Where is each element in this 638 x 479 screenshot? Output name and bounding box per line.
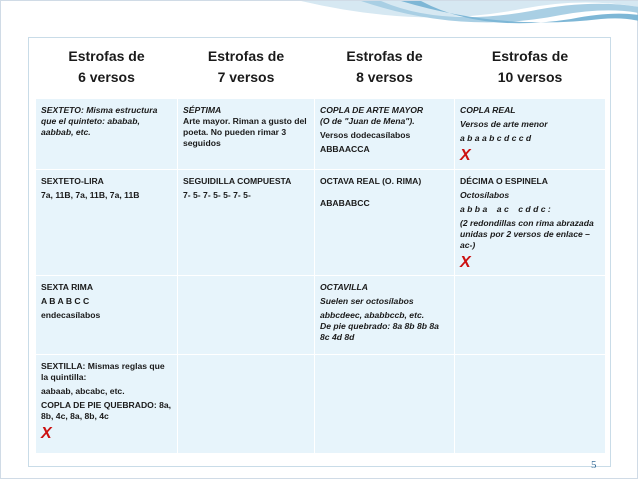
table-row — [36, 276, 606, 355]
page-number: 5 — [591, 459, 597, 471]
cell-empty — [315, 355, 455, 454]
cell-seguidilla: SEGUIDILLA COMPUESTA 7- 5- 7- 5- 5- 7- 5- — [178, 170, 315, 276]
x-mark: X — [460, 147, 471, 164]
header-8-versos: Estrofas de 8 versos — [315, 43, 455, 99]
table-row — [36, 99, 606, 170]
cell-decima: DÉCIMA O ESPINELA Octosílabos a b b a a c c d d c : (2 redondillas con rima abrazada unidas por 2 versos de enlace –ac-) X — [455, 170, 606, 276]
x-mark: X — [460, 254, 471, 271]
table-row — [36, 355, 606, 454]
cell-empty — [455, 355, 606, 454]
header-7-versos: Estrofas de 7 versos — [178, 43, 315, 99]
cell-empty — [455, 276, 606, 355]
decorative-wave — [1, 1, 638, 41]
header-10-versos: Estrofas de 10 versos — [455, 43, 606, 99]
cell-empty — [178, 355, 315, 454]
cell-copla-real: COPLA REAL Versos de arte menor a b a a b c d c c d X — [455, 99, 606, 170]
cell-sexta-rima: SEXTA RIMA A B A B C C endecasílabos — [36, 276, 178, 355]
table-row — [36, 170, 606, 276]
cell-copla-arte-mayor: COPLA DE ARTE MAYOR (O de "Juan de Mena"). Versos dodecasílabos ABBAACCA — [315, 99, 455, 170]
header-row — [36, 43, 606, 99]
cell-sexteto: SEXTETO: Misma estructura que el quinteto: ababab, aabbab, etc. — [36, 99, 178, 170]
x-mark: X — [41, 425, 52, 442]
stanza-table — [35, 43, 606, 454]
cell-empty — [178, 276, 315, 355]
cell-sexteto-lira: SEXTETO-LIRA 7a, 11B, 7a, 11B, 7a, 11B — [36, 170, 178, 276]
cell-septima: SÉPTIMA Arte mayor. Riman a gusto del poeta. No pueden rimar 3 seguidos — [178, 99, 315, 170]
cell-octava-real: OCTAVA REAL (O. RIMA) ABABABCC — [315, 170, 455, 276]
cell-sextilla: SEXTILLA: Mismas reglas que la quintilla: aabaab, abcabc, etc. COPLA DE PIE QUEBRADO: 8a, 8b, 4c, 8a, 8b, 4c X — [36, 355, 178, 454]
cell-octavilla: OCTAVILLA Suelen ser octosílabos abbcdeec, ababbccb, etc. De pie quebrado: 8a 8b 8b 8a 8c 4d 8d — [315, 276, 455, 355]
header-6-versos: Estrofas de 6 versos — [36, 43, 178, 99]
